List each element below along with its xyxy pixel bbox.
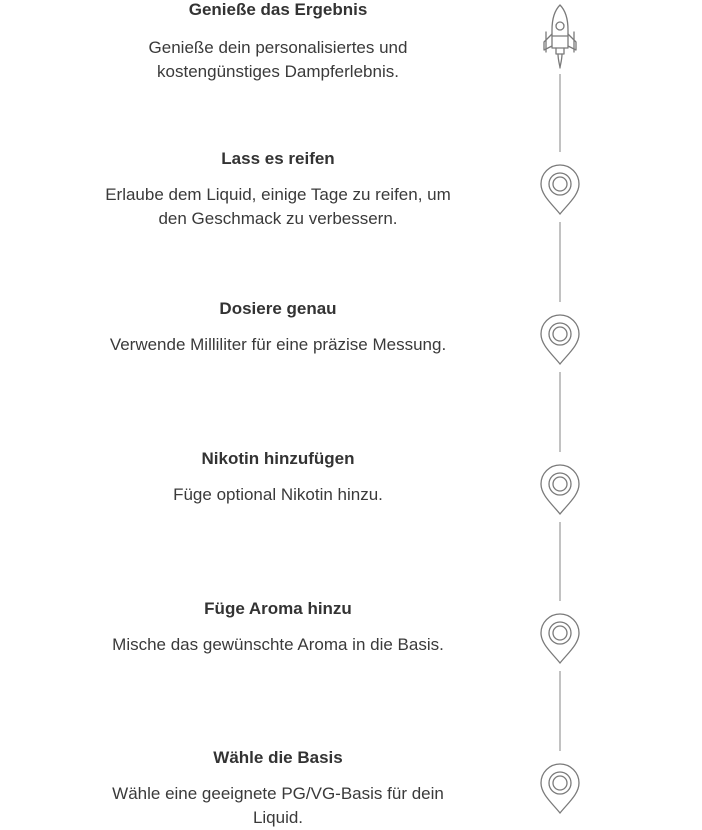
step-title: Füge Aroma hinzu — [204, 599, 352, 618]
map-pin-icon — [538, 462, 582, 518]
step-description: Verwende Milliliter für eine präzise Messung. — [109, 335, 447, 354]
step-let-it-mature — [100, 149, 456, 231]
step-title: Wähle die Basis — [213, 748, 343, 767]
step-add-nicotine — [100, 449, 456, 507]
step-description: Erlaube dem Liquid, einige Tage zu reifen, um den Geschmack zu verbessern. — [105, 185, 451, 228]
step-title: Nikotin hinzufügen — [201, 449, 355, 468]
step-title: Genieße das Ergebnis — [188, 0, 368, 19]
map-pin-icon — [538, 162, 582, 218]
timeline-connector-lines — [530, 0, 590, 828]
step-title: Dosiere genau — [219, 299, 337, 318]
step-description: Wähle eine geeignete PG/VG-Basis für dein Liquid. — [112, 784, 444, 827]
step-description: Genieße dein personalisiertes und kostengünstiges Dampferlebnis. — [148, 38, 408, 81]
map-pin-icon — [538, 312, 582, 368]
step-add-aroma — [100, 599, 456, 657]
rocket-icon — [538, 2, 582, 72]
timeline-track — [530, 0, 590, 828]
step-dose-precisely — [100, 299, 456, 357]
map-pin-icon — [538, 611, 582, 667]
step-choose-base — [100, 748, 456, 830]
step-enjoy-result — [100, 0, 456, 84]
step-description: Füge optional Nikotin hinzu. — [173, 485, 383, 504]
step-title: Lass es reifen — [221, 149, 335, 168]
map-pin-icon — [538, 761, 582, 817]
step-description: Mische das gewünschte Aroma in die Basis. — [112, 635, 444, 654]
